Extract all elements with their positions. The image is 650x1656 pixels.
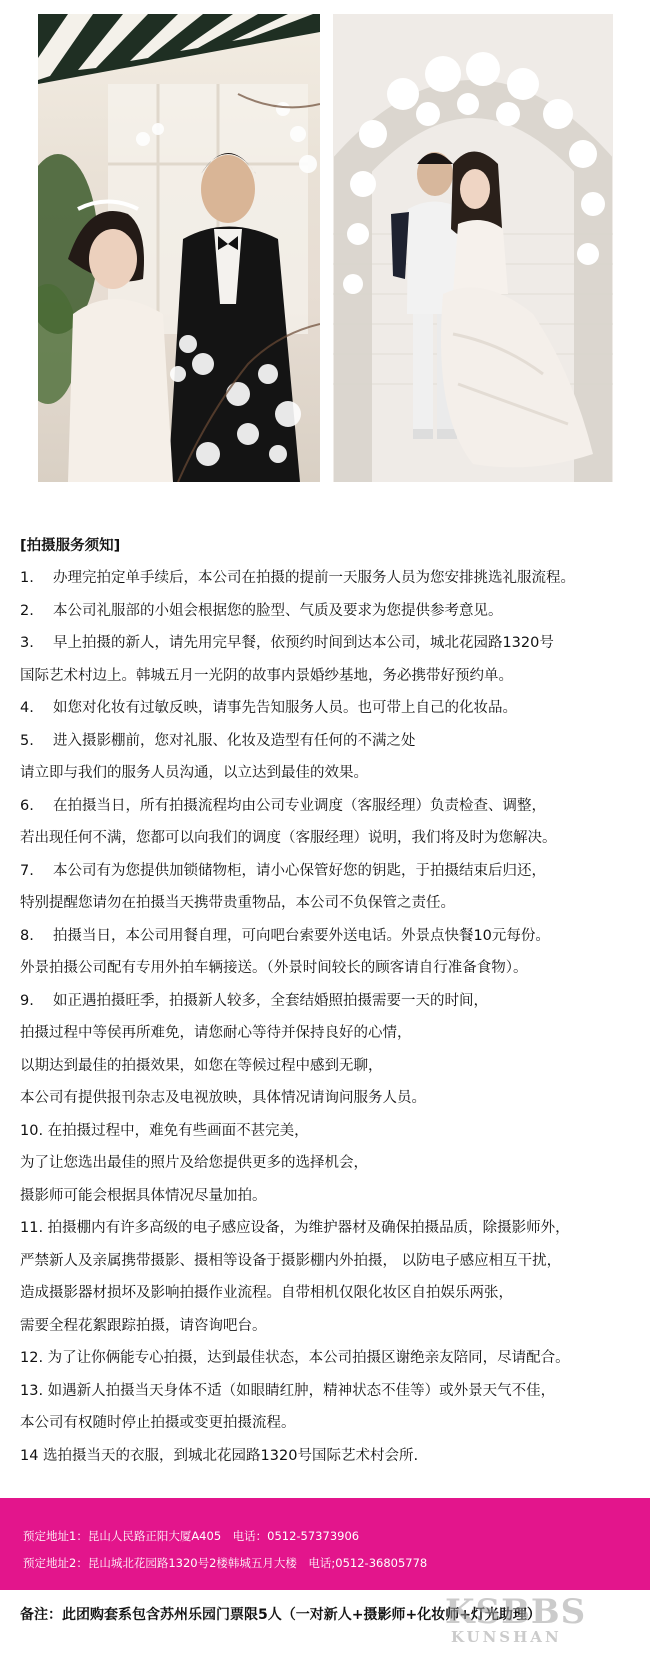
notice-line: 13. 如遇新人拍摄当天身体不适（如眼睛红肿，精神状态不佳等）或外景天气不佳， [20, 1382, 556, 1399]
notice-line: 1. 办理完拍定单手续后，本公司在拍摄的提前一天服务人员为您安排挑选礼服流程。 [20, 570, 575, 586]
watermark-sub: KUNSHAN [451, 1628, 562, 1646]
photo-gallery [0, 0, 650, 500]
notice-line: 本公司有提供报刊杂志及电视放映，具体情况请询问服务人员。 [20, 1090, 426, 1106]
notice-line: 12. 为了让你俩能专心拍摄，达到最佳状态，本公司拍摄区谢绝亲友陪同，尽请配合。 [20, 1350, 570, 1366]
notice-line: 14 选拍摄当天的衣服，到城北花园路1320号国际艺术村会所. [20, 1447, 419, 1464]
notice-line: 为了让您选出最佳的照片及给您提供更多的选择机会， [20, 1155, 368, 1171]
notice-line: 10. 在拍摄过程中，难免有些画面不甚完美， [20, 1122, 309, 1139]
awning [38, 14, 320, 84]
notice-line: 11. 拍摄棚内有许多高级的电子感应设备，为维护器材及确保拍摄品质，除摄影师外， [20, 1220, 570, 1236]
wedding-photo-right [333, 14, 613, 482]
notice-line: 国际艺术村边上。韩城五月一光阴的故事内景婚纱基地，务必携带好预约单。 [20, 667, 513, 684]
notice-line: 请立即与我们的服务人员沟通，以立达到最佳的效果。 [20, 765, 368, 781]
notice-line: 7. 本公司有为您提供加锁储物柜，请小心保管好您的钥匙，于拍摄结束后归还， [20, 862, 546, 879]
notice-line: 拍摄过程中等侯再所难免，请您耐心等待并保持良好的心情， [20, 1025, 412, 1041]
notice-line: 摄影师可能会根据具体情况尽量加拍。 [20, 1187, 267, 1204]
booking-address-2: 预定地址2：昆山城北花园路1320号2楼韩城五月大楼 电话;0512-36805778 [23, 1556, 428, 1570]
booking-address-1: 预定地址1：昆山人民路正阳大厦A405 电话：0512-57373906 [23, 1529, 360, 1543]
watermark-main: KSBBS [445, 1592, 587, 1632]
notice-line: 3. 早上拍摄的新人，请先用完早餐，依预约时间到达本公司，城北花园路1320号 [20, 635, 554, 651]
notice-line: 外景拍摄公司配有专用外拍车辆接送。（外景时间较长的顾客请自行准备食物）。 [20, 960, 528, 976]
notice-line: 造成摄影器材损坏及影响拍摄作业流程。自带相机仅限化妆区自拍娱乐两张， [20, 1285, 513, 1301]
site-watermark [445, 1592, 587, 1646]
notice-line: 若出现任何不满，您都可以向我们的调度（客服经理）说明，我们将及时为您解决。 [20, 830, 557, 846]
notice-line: 以期达到最佳的拍摄效果，如您在等候过程中感到无聊， [20, 1057, 383, 1074]
notice-line: 8. 拍摄当日，本公司用餐自理，可向吧台索要外送电话。外景点快餐10元每份。 [20, 927, 550, 944]
notice-line: 本公司有权随时停止拍摄或变更拍摄流程。 [20, 1415, 296, 1431]
notice-line: 需要全程花絮跟踪拍摄，请咨询吧台。 [20, 1317, 267, 1334]
service-notice [20, 530, 645, 1472]
booking-address-banner [0, 1498, 650, 1590]
notice-line: 4. 如您对化妆有过敏反映，请事先告知服务人员。也可带上自己的化妆品。 [20, 700, 517, 716]
notice-heading: [拍摄服务须知] [20, 538, 121, 554]
notice-line: 严禁新人及亲属携带摄影、摄相等设备于摄影棚内外拍摄， 以防电子感应相互干扰， [20, 1252, 562, 1269]
remark-text: 此团购套系包含苏州乐园门票限5人（一对新人+摄影师+化妆师+灯光助理） [62, 1607, 541, 1623]
remark-label: 备注： [20, 1607, 62, 1623]
notice-line: 6. 在拍摄当日，所有拍摄流程均由公司专业调度（客服经理）负责检查、调整， [20, 797, 546, 814]
notice-line: 5. 进入摄影棚前，您对礼服、化妆及造型有任何的不满之处 [20, 732, 416, 749]
notice-line: 9. 如正遇拍摄旺季，拍摄新人较多，全套结婚照拍摄需要一天的时间， [20, 992, 488, 1009]
wedding-photo-left [38, 14, 320, 482]
notice-line: 2. 本公司礼服部的小姐会根据您的脸型、气质及要求为您提供参考意见。 [20, 602, 503, 619]
notice-line: 特别提醒您请勿在拍摄当天携带贵重物品，本公司不负保管之责任。 [20, 895, 455, 911]
